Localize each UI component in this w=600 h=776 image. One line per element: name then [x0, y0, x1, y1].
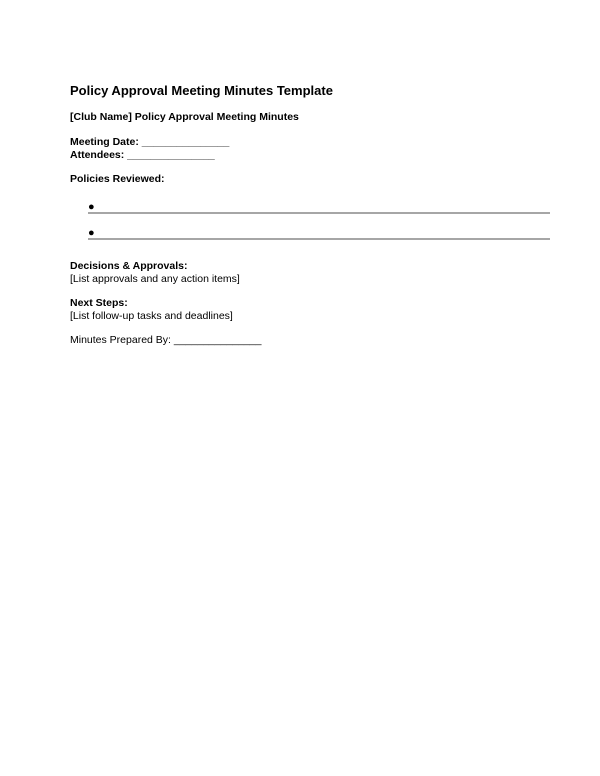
list-item — [70, 222, 550, 248]
document-title: Policy Approval Meeting Minutes Template — [70, 83, 333, 98]
decisions-section — [70, 260, 550, 286]
bullet-icon: ● — [88, 227, 95, 239]
blank-entry-line — [88, 238, 550, 240]
next-steps-placeholder-text: [List follow-up tasks and deadlines] — [70, 310, 233, 322]
next-steps-section — [70, 297, 550, 323]
next-steps-heading: Next Steps: — [70, 297, 128, 309]
minutes-prepared-by-field: Minutes Prepared By: _______________ — [70, 334, 262, 346]
meeting-date-field: Meeting Date: _______________ — [70, 136, 230, 148]
meeting-info-fields — [70, 136, 550, 162]
meeting-minutes-heading: [Club Name] Policy Approval Meeting Minutes — [70, 111, 299, 123]
decisions-placeholder-text: [List approvals and any action items] — [70, 273, 240, 285]
policies-reviewed-list — [70, 196, 550, 248]
list-item — [70, 196, 550, 222]
document-body — [70, 83, 550, 347]
bullet-icon: ● — [88, 201, 95, 213]
blank-entry-line — [88, 212, 550, 214]
decisions-heading: Decisions & Approvals: — [70, 260, 188, 272]
policies-reviewed-heading: Policies Reviewed: — [70, 173, 165, 185]
attendees-field: Attendees: _______________ — [70, 149, 215, 161]
